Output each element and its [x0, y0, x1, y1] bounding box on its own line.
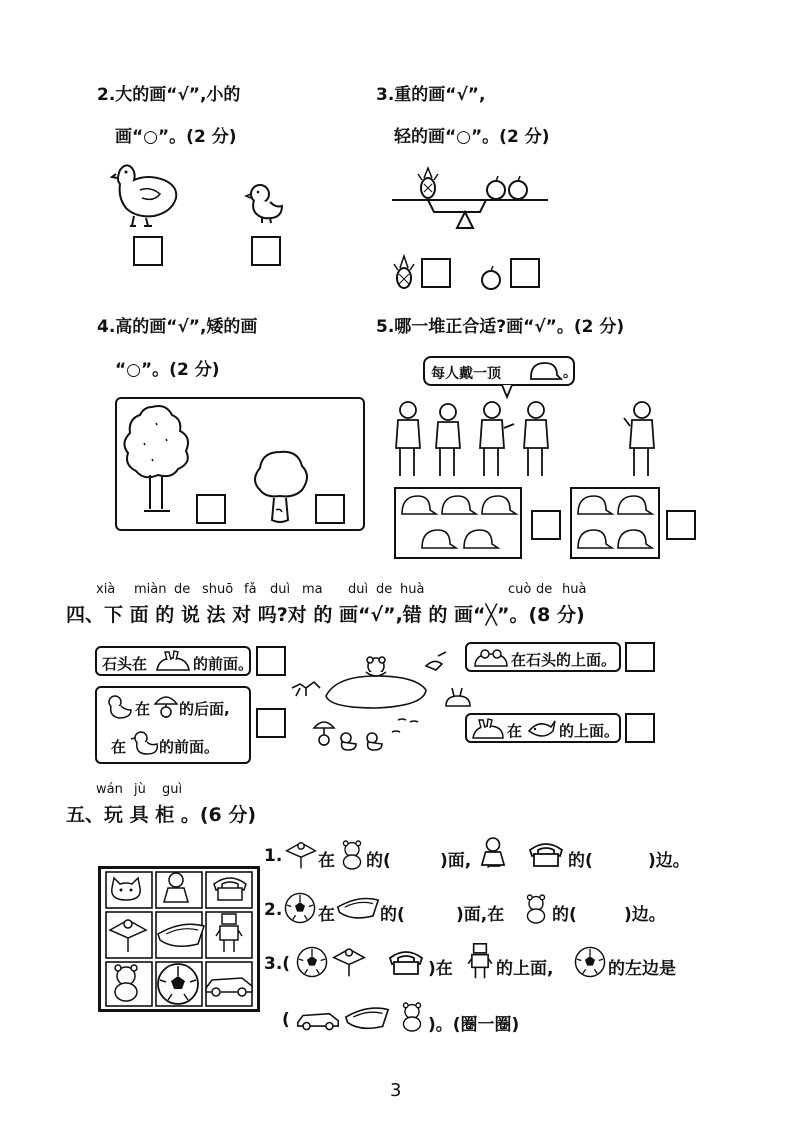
s5-line2-e: )边。: [624, 905, 666, 925]
teddy-bear-icon-inline-2: [522, 894, 550, 924]
boat-icon: [156, 920, 206, 950]
children-group-icon: [392, 400, 572, 482]
kite-icon-inline: [284, 838, 318, 870]
s5-line1-b: 的(: [366, 851, 391, 871]
doll-icon: [162, 872, 190, 904]
answer-box-statement-4[interactable]: [625, 713, 655, 743]
phone-icon: [210, 874, 250, 902]
phone-icon-inline: [526, 840, 566, 868]
rabbit-icon-2: [471, 718, 505, 742]
s5-line1-c: )面,: [440, 851, 472, 871]
q3-title: 3.重的画“√”,: [376, 85, 486, 105]
answer-box-apple[interactable]: [510, 258, 540, 288]
chick-icon: [246, 182, 286, 224]
answer-box-pineapple[interactable]: [421, 258, 451, 288]
phone-option-icon[interactable]: [386, 948, 426, 976]
caps-pile-a-icons: [398, 490, 518, 556]
answer-box-statement-2[interactable]: [256, 708, 286, 738]
s5-line2-b: 的(: [380, 905, 405, 925]
s5-line2-d: 的(: [552, 905, 577, 925]
child-icon: [622, 400, 662, 482]
caps-pile-b-icons: [574, 490, 658, 556]
chick-small-icon: [105, 694, 133, 720]
statement-2: 在 的后面, 在 的前面。: [95, 686, 251, 764]
s5-line1-f: )边。: [648, 851, 690, 871]
speech-bubble-text: 每人戴一顶: [431, 366, 501, 382]
s5-line3-c: 的左边是: [608, 959, 676, 979]
s5-line2-number: 2.: [264, 900, 283, 920]
s5-line1-number: 1.: [264, 846, 283, 866]
robot-icon: [214, 912, 244, 954]
cap-icon: [527, 361, 561, 383]
s5-line2-c: )面,在: [456, 905, 505, 925]
answer-box-statement-3[interactable]: [625, 642, 655, 672]
section5-heading: 五、玩 具 柜 。(6 分): [66, 804, 257, 826]
s5-line3-number: 3.(: [264, 954, 291, 974]
q4-subtitle: “○”。(2 分): [115, 360, 220, 380]
q2-subtitle: 画“○”。(2 分): [115, 127, 237, 147]
balance-scale-icon: [390, 160, 550, 230]
s5-line3-b: 的上面,: [496, 959, 554, 979]
teddy-bear-icon-inline: [338, 840, 366, 870]
blank-2a[interactable]: [412, 900, 452, 922]
s5-line2-a: 在: [318, 905, 335, 925]
bird-icon: [525, 717, 557, 743]
car-icon: [204, 970, 254, 998]
pond-scene-icon: [286, 636, 486, 756]
q2-title: 2.大的画“√”,小的: [97, 85, 241, 105]
boat-option-icon[interactable]: [344, 1004, 390, 1032]
answer-box-chick[interactable]: [251, 236, 281, 266]
duckling-icon: [131, 730, 159, 758]
rabbit-icon: [155, 650, 191, 674]
chick-umbrella-icon: [153, 692, 179, 720]
speech-bubble: [423, 356, 575, 386]
q5-title: 5.哪一堆正合适?画“√”。(2 分): [376, 317, 625, 337]
answer-box-short-tree[interactable]: [315, 494, 345, 524]
tall-tree-icon: [122, 403, 192, 513]
page-number: 3: [390, 1080, 402, 1101]
answer-box-pile-a[interactable]: [531, 510, 561, 540]
soccer-ball-option-icon[interactable]: [296, 946, 328, 978]
answer-box-tall-tree[interactable]: [196, 494, 226, 524]
blank-2b[interactable]: [582, 900, 622, 922]
answer-box-pile-b[interactable]: [666, 510, 696, 540]
section4-pinyin: xià miàn de shuō fǎ duì ma duì de huà cuò de huà: [96, 582, 587, 597]
boat-icon-inline: [336, 894, 380, 922]
speech-bubble-end: 。: [563, 365, 577, 381]
blank-1a[interactable]: [396, 846, 436, 868]
pineapple-icon: [394, 254, 414, 290]
robot-icon-inline: [466, 942, 494, 980]
s5-line4-a: (: [282, 1010, 290, 1030]
statement-1: 石头在 的前面。: [95, 646, 251, 676]
frog-icon: [471, 646, 511, 670]
teddy-bear-icon: [108, 964, 144, 1002]
s5-line1-e: 的(: [568, 851, 593, 871]
statement-3: 在石头的上面。: [465, 642, 621, 672]
q4-title: 4.高的画“√”,矮的画: [97, 317, 258, 337]
kite-icon: [108, 914, 148, 954]
speech-bubble-tail: [500, 385, 514, 399]
section5-pinyin: wán jù guì: [96, 782, 183, 797]
apple-icon: [480, 266, 502, 290]
statement-4: 在 的上面。: [465, 713, 621, 743]
hello-kitty-icon: [108, 874, 144, 904]
answer-box-statement-1[interactable]: [256, 646, 286, 676]
soccer-ball-icon: [156, 962, 200, 1006]
blank-1b[interactable]: [600, 846, 644, 868]
soccer-ball-icon-inline-2: [574, 946, 606, 978]
teddy-bear-option-icon[interactable]: [398, 1002, 426, 1032]
answer-box-hen[interactable]: [133, 236, 163, 266]
soccer-ball-icon-inline: [284, 892, 316, 924]
q3-subtitle: 轻的画“○”。(2 分): [394, 127, 550, 147]
short-tree-icon: [250, 450, 310, 526]
s5-line1-a: 在: [318, 851, 335, 871]
section4-heading: 四、下 面 的 说 法 对 吗?对 的 画“√”,错 的 画“╳”。(8 分): [66, 604, 585, 626]
s5-line3-a: )在: [428, 959, 453, 979]
s5-line4-b: )。(圈一圈): [428, 1015, 520, 1035]
hen-icon: [112, 160, 182, 228]
doll-icon-inline: [480, 836, 506, 868]
car-option-icon[interactable]: [296, 1006, 340, 1032]
kite-option-icon[interactable]: [332, 944, 366, 978]
